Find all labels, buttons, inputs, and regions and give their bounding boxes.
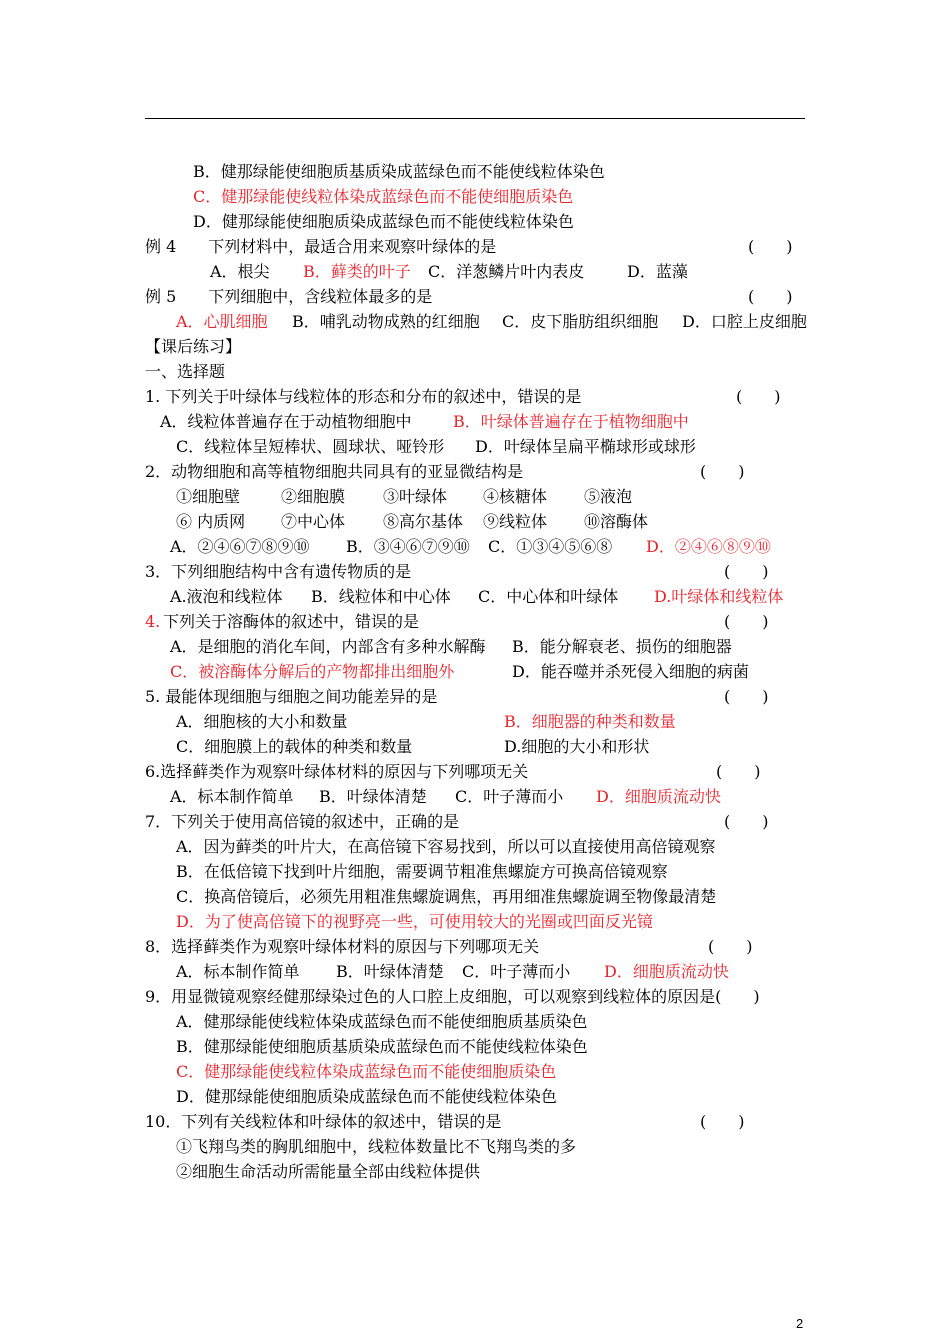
text-line-l21a: C．被溶酶体分解后的产物都排出细胞外: [170, 662, 455, 681]
text-line-l23a: A．细胞核的大小和数量: [176, 712, 348, 731]
text-line-l29: B．在低倍镜下找到叶片细胞，需要调节粗准焦螺旋方可换高倍镜观察: [176, 862, 668, 881]
text-line-l26d: D．细胞质流动快: [596, 787, 721, 806]
text-line-l32: 8．选择藓类作为观察叶绿体材料的原因与下列哪项无关: [145, 937, 540, 956]
text-line-l21b: D．能吞噬并杀死侵入细胞的病菌: [512, 662, 749, 681]
text-line-l2: C．健那绿能使线粒体染成蓝绿色而不能使细胞质染色: [193, 187, 574, 206]
text-line-l14a: ①细胞壁: [176, 487, 241, 506]
text-line-l15d: ⑨线粒体: [483, 512, 548, 531]
answer-blank-l27: ( ): [724, 812, 769, 831]
text-line-l11b: B．叶绿体普遍存在于植物细胞中: [453, 412, 689, 431]
text-line-l8: 【课后练习】: [145, 337, 242, 356]
answer-blank-l39: ( ): [700, 1112, 745, 1131]
text-line-l16a: A．②④⑥⑦⑧⑨⑩: [170, 537, 310, 556]
text-line-l14e: ⑤液泡: [584, 487, 633, 506]
text-line-l33c: C．叶子薄而小: [462, 962, 571, 981]
text-line-l38: D．健那绿能使细胞质染成蓝绿色而不能使线粒体染色: [176, 1087, 557, 1106]
text-line-l26b: B．叶绿体清楚: [319, 787, 427, 806]
text-line-l14d: ④核糖体: [483, 487, 548, 506]
page-number: 2: [796, 1316, 804, 1331]
text-line-l15e: ⑩溶酶体: [584, 512, 649, 531]
text-line-l23b: B．细胞器的种类和数量: [504, 712, 676, 731]
text-line-l7d: D．口腔上皮细胞: [682, 312, 807, 331]
answer-blank-l22: ( ): [724, 687, 769, 706]
text-line-l5b: B．藓类的叶子: [303, 262, 411, 281]
text-line-l20b: B．能分解衰老、损伤的细胞器: [512, 637, 732, 656]
text-line-l16b: B．③④⑥⑦⑨⑩: [346, 537, 470, 556]
text-line-l15a: ⑥ 内质网: [176, 512, 246, 531]
text-line-l17: 3．下列细胞结构中含有遗传物质的是: [145, 562, 412, 581]
text-line-l18c: C．中心体和叶绿体: [478, 587, 619, 606]
text-line-l40: ①飞翔鸟类的胸肌细胞中，线粒体数量比不飞翔鸟类的多: [176, 1137, 577, 1156]
text-line-l28: A．因为藓类的叶片大，在高倍镜下容易找到，所以可以直接使用高倍镜观察: [176, 837, 716, 856]
text-line-l15c: ⑧高尔基体: [383, 512, 464, 531]
text-line-l6: 例 5 下列细胞中，含线粒体最多的是: [145, 287, 433, 306]
text-line-l18d: D.叶绿体和线粒体: [654, 587, 784, 606]
header-rule: [145, 118, 805, 119]
text-line-l34: 9．用显微镜观察经健那绿染过色的人口腔上皮细胞，可以观察到线粒体的原因是( ): [145, 987, 760, 1006]
text-line-l14b: ②细胞膜: [281, 487, 346, 506]
text-line-l37: C．健那绿能使线粒体染成蓝绿色而不能使细胞质染色: [176, 1062, 557, 1081]
text-line-l12b: D．叶绿体呈扁平椭球形或球形: [475, 437, 696, 456]
text-line-l14c: ③叶绿体: [383, 487, 448, 506]
text-line-l15b: ⑦中心体: [281, 512, 346, 531]
text-line-l5c: C．洋葱鳞片叶内表皮: [428, 262, 585, 281]
answer-blank-l13: ( ): [700, 462, 745, 481]
text-line-l5a: A．根尖: [210, 262, 270, 281]
text-line-l7c: C．皮下脂肪组织细胞: [502, 312, 659, 331]
text-line-l13: 2．动物细胞和高等植物细胞共同具有的亚显微结构是: [145, 462, 524, 481]
text-line-l5d: D．蓝藻: [627, 262, 688, 281]
text-line-l36: B．健那绿能使细胞质基质染成蓝绿色而不能使线粒体染色: [176, 1037, 588, 1056]
text-line-l39: 10．下列有关线粒体和叶绿体的叙述中，错误的是: [145, 1112, 502, 1131]
text-line-l25: 6.选择藓类作为观察叶绿体材料的原因与下列哪项无关: [145, 762, 529, 781]
answer-blank-l10: ( ): [736, 387, 781, 406]
answer-blank-l4: ( ): [748, 237, 793, 256]
text-line-l16c: C．①③④⑤⑥⑧: [488, 537, 613, 556]
text-line-l19: 下列关于溶酶体的叙述中，错误的是: [163, 612, 420, 631]
text-line-l20a: A．是细胞的消化车间，内部含有多种水解酶: [170, 637, 486, 656]
text-line-l41: ②细胞生命活动所需能量全部由线粒体提供: [176, 1162, 481, 1181]
text-line-l30: C．换高倍镜后，必须先用粗准焦螺旋调焦，再用细准焦螺旋调至物像最清楚: [176, 887, 717, 906]
text-line-l18a: A.液泡和线粒体: [170, 587, 283, 606]
text-line-l16d: D．②④⑥⑧⑨⑩: [646, 537, 771, 556]
text-line-l9: 一、选择题: [145, 362, 226, 381]
text-line-l33a: A．标本制作简单: [176, 962, 300, 981]
answer-blank-l25: ( ): [716, 762, 761, 781]
answer-blank-l19: ( ): [724, 612, 769, 631]
text-line-l26a: A．标本制作简单: [170, 787, 294, 806]
text-line-l7a: A．心肌细胞: [176, 312, 268, 331]
text-line-l4: 例 4 下列材料中，最适合用来观察叶绿体的是: [145, 237, 497, 256]
text-line-l10: 1. 下列关于叶绿体与线粒体的形态和分布的叙述中，错误的是: [145, 387, 582, 406]
text-line-l24b: D.细胞的大小和形状: [504, 737, 650, 756]
text-line-l12a: C．线粒体呈短棒状、圆球状、哑铃形: [176, 437, 445, 456]
text-line-l7b: B．哺乳动物成熟的红细胞: [292, 312, 480, 331]
text-line-l1: B．健那绿能使细胞质基质染成蓝绿色而不能使线粒体染色: [193, 162, 605, 181]
text-line-l35: A．健那绿能使线粒体染成蓝绿色而不能使细胞质基质染色: [176, 1012, 588, 1031]
answer-blank-l32: ( ): [708, 937, 753, 956]
text-line-l33d: D．细胞质流动快: [604, 962, 729, 981]
text-line-l19n: 4.: [145, 612, 161, 631]
answer-blank-l17: ( ): [724, 562, 769, 581]
text-line-l33b: B．叶绿体清楚: [336, 962, 444, 981]
text-line-l22: 5. 最能体现细胞与细胞之间功能差异的是: [145, 687, 438, 706]
text-line-l26c: C．叶子薄而小: [455, 787, 564, 806]
text-line-l18b: B．线粒体和中心体: [311, 587, 451, 606]
text-line-l3: D．健那绿能使细胞质染成蓝绿色而不能使线粒体染色: [193, 212, 574, 231]
text-line-l31: D．为了使高倍镜下的视野亮一些，可使用较大的光圈或凹面反光镜: [176, 912, 653, 931]
text-line-l27: 7．下列关于使用高倍镜的叙述中，正确的是: [145, 812, 460, 831]
text-line-l24a: C．细胞膜上的载体的种类和数量: [176, 737, 413, 756]
text-line-l11a: A．线粒体普遍存在于动植物细胞中: [160, 412, 412, 431]
answer-blank-l6: ( ): [748, 287, 793, 306]
